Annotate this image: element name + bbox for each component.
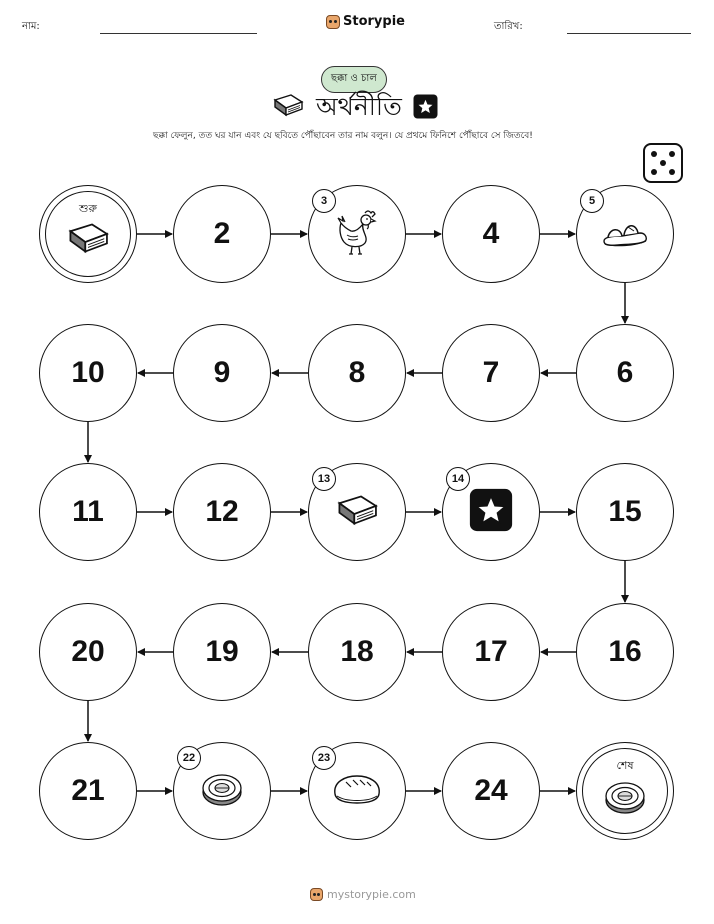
board-cell [308, 463, 406, 561]
board-cell [308, 742, 406, 840]
cell-number: 12 [205, 495, 239, 528]
cell-number: 2 [213, 217, 231, 250]
cell-number: 10 [71, 356, 105, 389]
board-cell [308, 324, 406, 422]
book-icon [65, 220, 111, 260]
board-cell [39, 742, 137, 840]
cell-number: 24 [474, 774, 508, 807]
instructions: ছক্কা ফেলুন, তত ঘর যান এবং যে ছবিতে পৌঁছাবেন তার নাম বলুন। যে প্রথমে ফিনিশে পৌঁছাবে সে জিতবে! [153, 131, 533, 141]
end-label: শেষ [616, 759, 634, 772]
cell-number: 8 [348, 356, 366, 389]
board-cell [576, 603, 674, 701]
date-label: তারিখ: [494, 21, 523, 32]
board-cell [576, 185, 674, 283]
cell-number: 9 [213, 356, 231, 389]
board-cell [173, 324, 271, 422]
board-cell [39, 463, 137, 561]
board-cell [442, 742, 540, 840]
board-cell [442, 463, 540, 561]
cell-number: 16 [608, 635, 642, 668]
board-cell [173, 742, 271, 840]
cell-number-badge: 5 [580, 189, 604, 213]
bear-logo-icon [310, 888, 323, 901]
star-icon [469, 488, 513, 536]
cell-number: 11 [72, 495, 104, 528]
board-cell [39, 324, 137, 422]
board-cell [173, 603, 271, 701]
cell-number: 20 [71, 635, 105, 668]
start-label: শুরু [79, 202, 97, 215]
cell-number-badge: 23 [312, 746, 336, 770]
cell-number: 21 [71, 774, 105, 807]
cell-number: 4 [482, 217, 500, 250]
brand-name: Storypie [343, 14, 405, 29]
hen-icon [335, 207, 379, 261]
game-tag: ছক্কা ও চাল [321, 66, 387, 93]
coin-icon [199, 769, 245, 813]
cell-number: 7 [482, 356, 500, 389]
coin-icon [602, 777, 648, 821]
bread-icon [331, 772, 383, 810]
sandal-icon [600, 215, 650, 253]
board-cell [576, 463, 674, 561]
board-cell [173, 185, 271, 283]
cell-number: 18 [340, 635, 374, 668]
cell-number: 17 [474, 635, 508, 668]
cell-number: 6 [616, 356, 634, 389]
end-cell [576, 742, 674, 840]
name-label: নাম: [22, 21, 40, 32]
cell-number-badge: 3 [312, 189, 336, 213]
board-cell [173, 463, 271, 561]
footer-site: mystorypie.com [327, 888, 416, 901]
cell-number: 19 [205, 635, 239, 668]
board-cell [442, 185, 540, 283]
book-icon [334, 492, 380, 532]
cell-number-badge: 13 [312, 467, 336, 491]
footer [310, 888, 416, 901]
board-cell [442, 603, 540, 701]
board-cell [39, 603, 137, 701]
start-cell [39, 185, 137, 283]
board-cell [308, 603, 406, 701]
board-cell [308, 185, 406, 283]
page-title: অর্থনীতি [316, 92, 402, 121]
board-cell [576, 324, 674, 422]
cell-number: 15 [608, 495, 642, 528]
board-cell [442, 324, 540, 422]
cell-number-badge: 22 [177, 746, 201, 770]
cell-number-badge: 14 [446, 467, 470, 491]
